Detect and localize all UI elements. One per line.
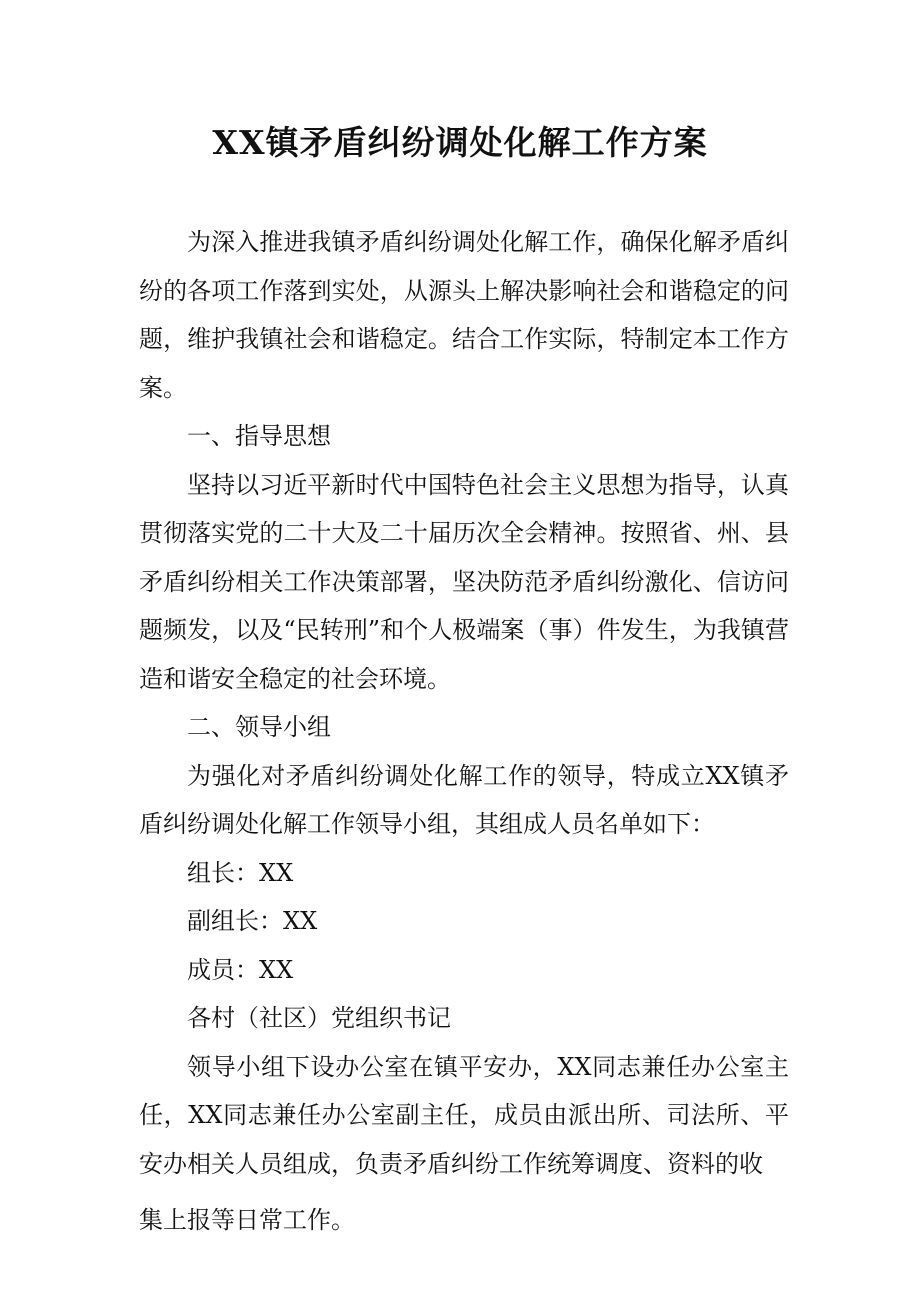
document-body [139, 218, 789, 1245]
intro-paragraph: 为深入推进我镇矛盾纠纷调处化解工作，确保化解矛盾纠纷的各项工作落到实处，从源头上解决影响社会和谐稳定的问题，维护我镇社会和谐稳定。结合工作实际，特制定本工作方案。 [139, 228, 789, 402]
section-heading-guiding-ideology: 一、指导思想 [187, 422, 331, 450]
section-heading-leading-group: 二、领导小组 [187, 713, 331, 741]
office-paragraph-continued: 集上报等日常工作。 [139, 1206, 355, 1234]
deputy-leader-line: 副组长：XX [187, 907, 318, 935]
leading-group-paragraph: 为强化对矛盾纠纷调处化解工作的领导，特成立XX镇矛盾纠纷调处化解工作领导小组，其组成人员名单如下： [139, 761, 789, 838]
group-leader-line: 组长：XX [187, 858, 294, 887]
village-secretaries-line: 各村（社区）党组织书记 [187, 1004, 451, 1032]
office-paragraph: 领导小组下设办公室在镇平安办，XX同志兼任办公室主任，XX同志兼任办公室副主任，成员由派出所、司法所、平安办相关人员组成，负责矛盾纠纷工作统筹调度、资料的收 [139, 1052, 789, 1178]
document-title: XX镇矛盾纠纷调处化解工作方案 [212, 123, 708, 162]
members-line: 成员：XX [187, 955, 294, 984]
guiding-ideology-paragraph: 坚持以习近平新时代中国特色社会主义思想为指导，认真贯彻落实党的二十大及二十届历次全会精神。按照省、州、县矛盾纠纷相关工作决策部署，坚决防范矛盾纠纷激化、信访问题频发，以及“民转刑”和个人极端案（事）件发生，为我镇营造和谐安全稳定的社会环境。 [139, 470, 789, 693]
